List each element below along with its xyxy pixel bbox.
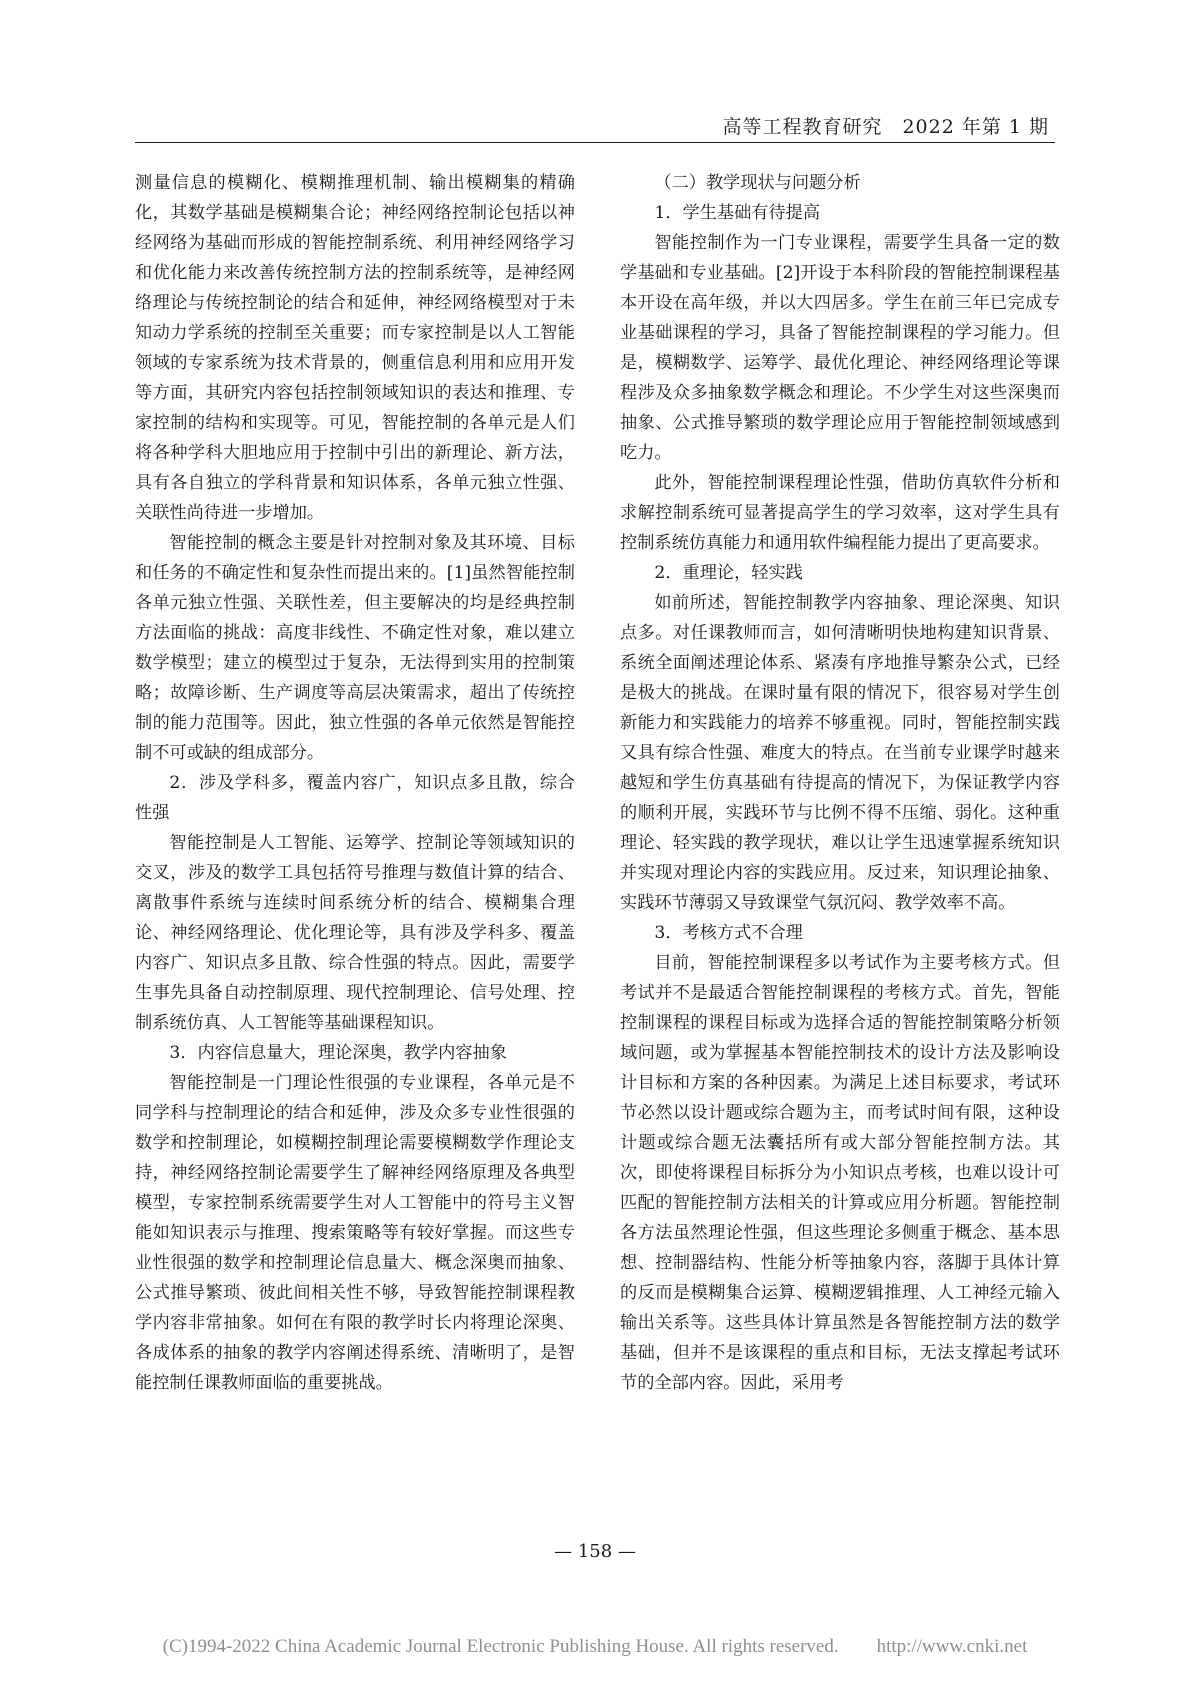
subheading: 3．考核方式不合理 bbox=[654, 923, 803, 943]
subheading: 1．学生基础有待提高 bbox=[654, 203, 821, 223]
paragraph: 智能控制的概念主要是针对控制对象及其环境、目标和任务的不确定性和复杂性而提出来的。[1]虽然智能控制各单元独立性强、关联性差，但主要解决的均是经典控制方法面临的挑战：高度非线性、不确定性对象，难以建立数学模型；建立的模型过于复杂，无法得到实用的控制策略；故障诊断、生产调度等高层决策需求，超出了传统控制的能力范围等。因此，独立性强的各单元依然是智能控制不可或缺的组成部分。 bbox=[135, 533, 575, 763]
copyright-notice: (C)1994-2022 China Academic Journal Electronic Publishing House. All rights reserved. http://www.cnki.net bbox=[162, 1636, 1028, 1657]
subheading: 2．重理论，轻实践 bbox=[654, 563, 803, 583]
paragraph: 此外，智能控制课程理论性强，借助仿真软件分析和求解控制系统可显著提高学生的学习效率，这对学生具有控制系统仿真能力和通用软件编程能力提出了更高要求。 bbox=[620, 473, 1060, 553]
journal-header-title: 高等工程教育研究 2022 年第 1 期 bbox=[722, 116, 1049, 138]
page-number: — 158 — bbox=[554, 1541, 636, 1562]
paragraph: 如前所述，智能控制教学内容抽象、理论深奥、知识点多。对任课教师而言，如何清晰明快地构建知识背景、系统全面阐述理论体系、紧凑有序地推导繁杂公式，已经是极大的挑战。在课时量有限的情况下，很容易对学生创新能力和实践能力的培养不够重视。同时，智能控制实践又具有综合性强、难度大的特点。在当前专业课学时越来越短和学生仿真基础有待提高的情况下，为保证教学内容的顺利开展，实践环节与比例不得不压缩、弱化。这种重理论、轻实践的教学现状，难以让学生迅速掌握系统知识并实现对理论内容的实践应用。反过来，知识理论抽象、实践环节薄弱又导致课堂气氛沉闷、教学效率不高。 bbox=[620, 593, 1060, 913]
left-column bbox=[135, 168, 575, 1398]
paragraph: 目前，智能控制课程多以考试作为主要考核方式。但考试并不是最适合智能控制课程的考核方式。首先，智能控制课程的课程目标或为选择合适的智能控制策略分析领域问题，或为掌握基本智能控制技术的设计方法及影响设计目标和方案的各种因素。为满足上述目标要求，考试环节必然以设计题或综合题为主，而考试时间有限，这种设计题或综合题无法囊括所有或大部分智能控制方法。其次，即使将课程目标拆分为小知识点考核，也难以设计可匹配的智能控制方法相关的计算或应用分析题。智能控制各方法虽然理论性强，但这些理论多侧重于概念、基本思想、控制器结构、性能分析等抽象内容，落脚于具体计算的反而是模糊集合运算、模糊逻辑推理、人工神经元输入输出关系等。这些具体计算虽然是各智能控制方法的数学基础，但并不是该课程的重点和目标，无法支撑起考试环节的全部内容。因此，采用考 bbox=[620, 953, 1060, 1393]
running-header bbox=[135, 112, 1055, 143]
subheading: 2．涉及学科多，覆盖内容广，知识点多且散，综合性强 bbox=[135, 773, 575, 823]
section-heading: （二）教学现状与问题分析 bbox=[654, 173, 861, 193]
paragraph: 智能控制作为一门专业课程，需要学生具备一定的数学基础和专业基础。[2]开设于本科阶段的智能控制课程基本开设在高年级，并以大四居多。学生在前三年已完成专业基础课程的学习，具备了智能控制课程的学习能力。但是，模糊数学、运筹学、最优化理论、神经网络理论等课程涉及众多抽象数学概念和理论。不少学生对这些深奥而抽象、公式推导繁琐的数学理论应用于智能控制领域感到吃力。 bbox=[620, 233, 1060, 463]
subheading: 3．内容信息量大，理论深奥，教学内容抽象 bbox=[169, 1043, 507, 1063]
paragraph: 智能控制是一门理论性很强的专业课程，各单元是不同学科与控制理论的结合和延伸，涉及众多专业性很强的数学和控制理论，如模糊控制理论需要模糊数学作理论支持，神经网络控制论需要学生了解神经网络原理及各典型模型，专家控制系统需要学生对人工智能中的符号主义智能如知识表示与推理、搜索策略等有较好掌握。而这些专业性很强的数学和控制理论信息量大、概念深奥而抽象、公式推导繁琐、彼此间相关性不够，导致智能控制课程教学内容非常抽象。如何在有限的教学时长内将理论深奥、各成体系的抽象的教学内容阐述得系统、清晰明了，是智能控制任课教师面临的重要挑战。 bbox=[135, 1073, 575, 1393]
paragraph: 智能控制是人工智能、运筹学、控制论等领域知识的交叉，涉及的数学工具包括符号推理与数值计算的结合、离散事件系统与连续时间系统分析的结合、模糊集合理论、神经网络理论、优化理论等，具有涉及学科多、覆盖内容广、知识点多且散、综合性强的特点。因此，需要学生事先具备自动控制原理、现代控制理论、信号处理、控制系统仿真、人工智能等基础课程知识。 bbox=[135, 833, 575, 1033]
paragraph: 测量信息的模糊化、模糊推理机制、输出模糊集的精确化，其数学基础是模糊集合论；神经网络控制论包括以神经网络为基础而形成的智能控制系统、利用神经网络学习和优化能力来改善传统控制方法的控制系统等，是神经网络理论与传统控制论的结合和延伸，神经网络模型对于未知动力学系统的控制至关重要；而专家控制是以人工智能领域的专家系统为技术背景的，侧重信息利用和应用开发等方面，其研究内容包括控制领域知识的表达和推理、专家控制的结构和实现等。可见，智能控制的各单元是人们将各种学科大胆地应用于控制中引出的新理论、新方法，具有各自独立的学科背景和知识体系，各单元独立性强、关联性尚待进一步增加。 bbox=[135, 173, 575, 523]
right-column bbox=[620, 168, 1060, 1398]
